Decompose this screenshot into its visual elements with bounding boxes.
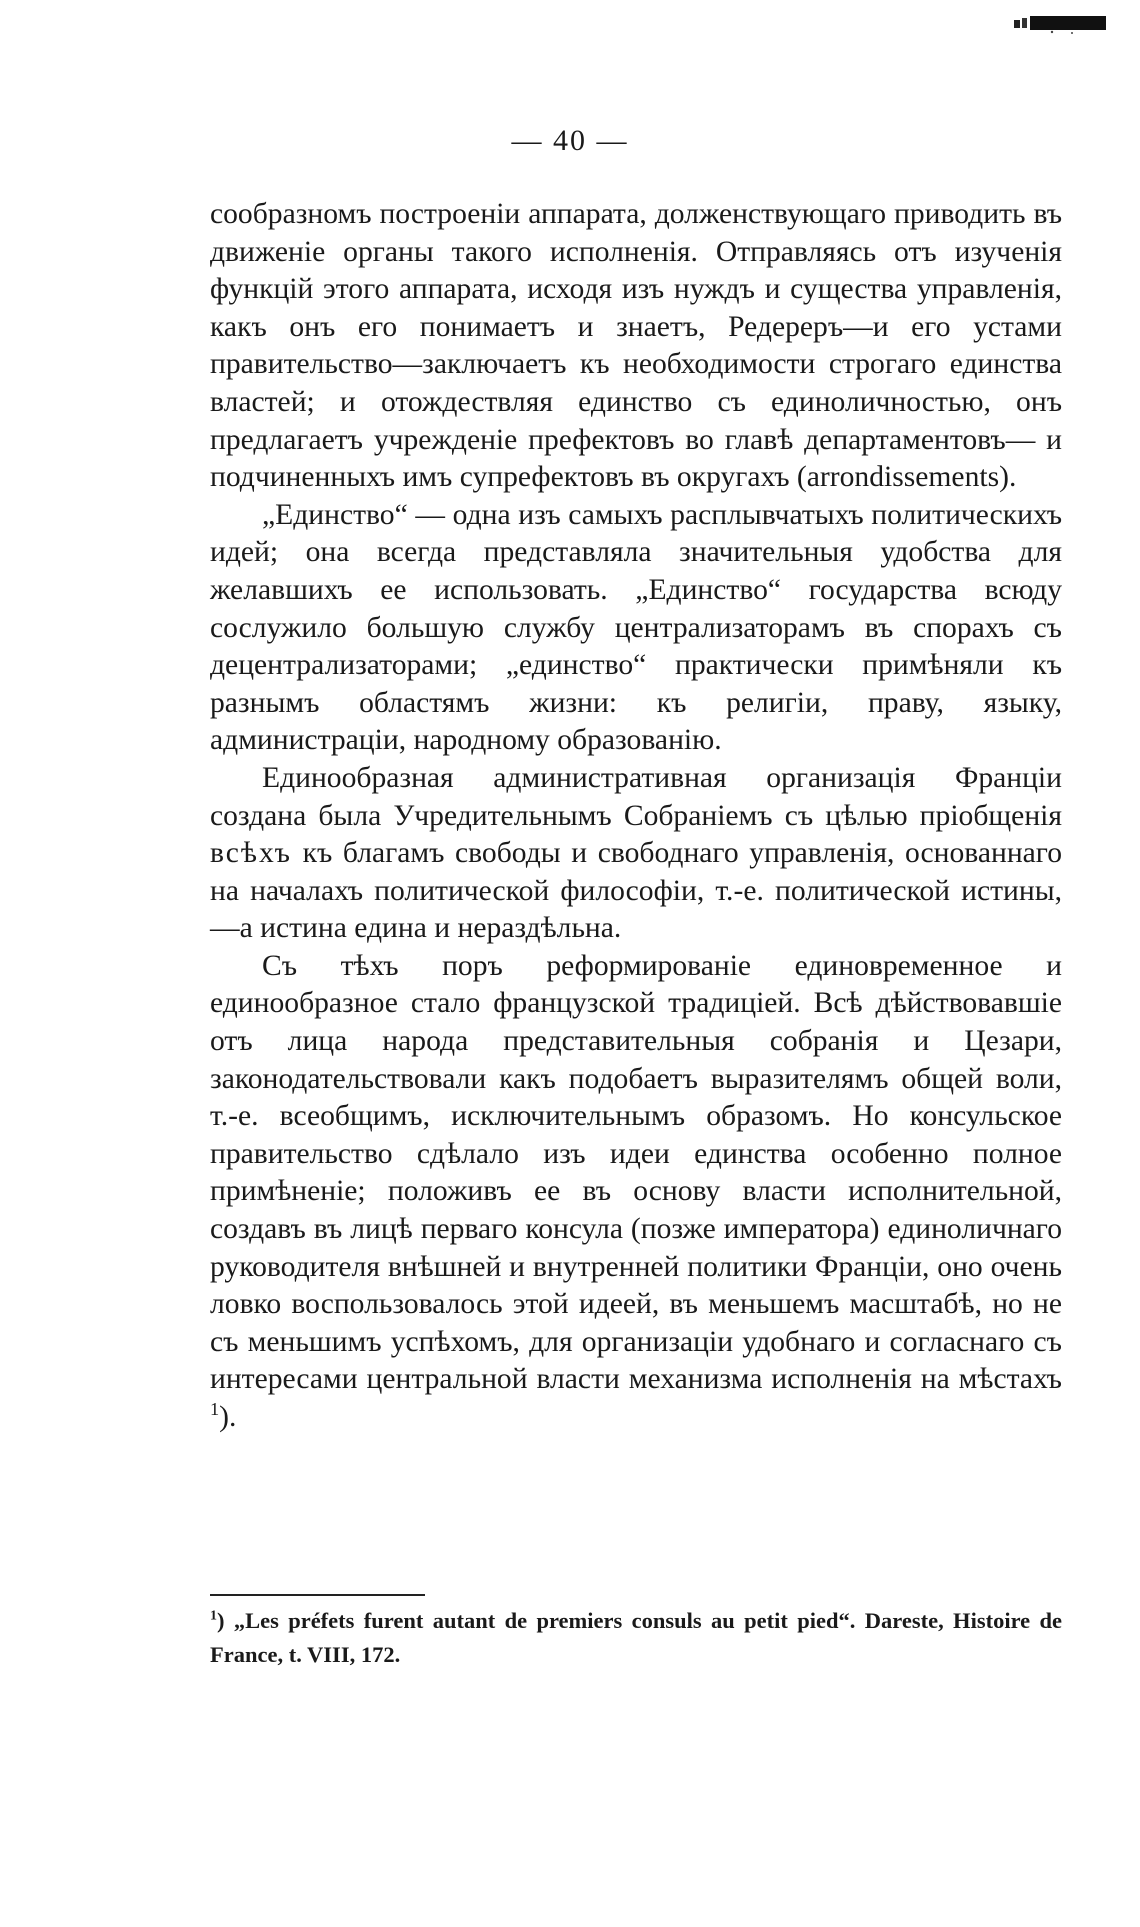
paragraph-4	[210, 948, 1062, 1437]
page-number: — 40 —	[511, 124, 629, 157]
footnote-marker: 1	[210, 1608, 217, 1624]
paragraph-3-text-after: къ благамъ свободы и свободнаго управленія, основаннаго на началахъ политической философіи, т.-е. политической истины,—а истина едина и нераздѣльна.	[210, 837, 1062, 945]
paragraph-3-text-before: Единообразная административная организація Франціи создана была Учредительнымъ Собраніемъ съ цѣлью пріобщенія	[210, 761, 1062, 832]
scan-artifact-mark	[1012, 14, 1108, 34]
paragraph-4-text-end: ).	[219, 1401, 237, 1433]
paragraph-3	[210, 760, 1062, 948]
footnote-separator	[210, 1594, 425, 1596]
footnote-text: ) „Les préfets furent autant de premiers consuls au petit pied“. Dareste, Histoire de France, t. VIII, 172.	[210, 1608, 1062, 1667]
paragraph-2: „Единство“ — одна изъ самыхъ расплывчатыхъ политическихъ идей; она всегда представляла значительныя удобства для желавшихъ ее использовать. „Единство“ государства всюду сослужило большую службу централизаторамъ въ спорахъ съ децентрализаторами; „единство“ практически примѣняли къ разнымъ областямъ жизни: къ религіи, праву, языку, администраціи, народному образованію.	[210, 498, 1062, 757]
paragraph-4-text: Съ тѣхъ поръ реформированіе единовременное и единообразное стало французской традиціей. Всѣ дѣйствовавшіе отъ лица народа представительныя собранія и Цезари, законодательствовали какъ подобаетъ выразителямъ общей воли, т.-е. всеобщимъ, исключительнымъ образомъ. Но консульское правительство сдѣлало изъ идеи единства особенно полное примѣненіе; положивъ ее въ основу власти исполнительной, создавъ въ лицѣ перваго консула (позже императора) единоличнаго руководителя внѣшней и внутренней политики Франціи, оно очень ловко воспользовалось этой идеей, въ меньшемъ масштабѣ, но не съ меньшимъ успѣхомъ, для организаціи удобнаго и согласнаго съ интересами центральной власти механизма исполненія на мѣстахъ	[210, 949, 1062, 1396]
paragraph-3-spaced-word: всѣхъ	[210, 837, 292, 870]
main-text	[210, 196, 1062, 1437]
footnote-reference: 1	[210, 1399, 220, 1420]
footnote	[210, 1604, 1062, 1672]
paragraph-1: сообразномъ построеніи аппарата, долженствующаго приводить въ движеніе органы такого исполненія. Отправляясь отъ изученія функцій этого аппарата, исходя изъ нуждъ и существа управленія, какъ онъ его понимаетъ и знаетъ, Редереръ—и его устами правительство—заключаетъ къ необходимости строгаго единства властей; и отождествляя единство съ единоличностью, онъ предлагаетъ учрежденіе префектовъ во главѣ департаментовъ— и подчиненныхъ имъ супрефектовъ въ округахъ (arrondissements).	[210, 198, 1062, 494]
